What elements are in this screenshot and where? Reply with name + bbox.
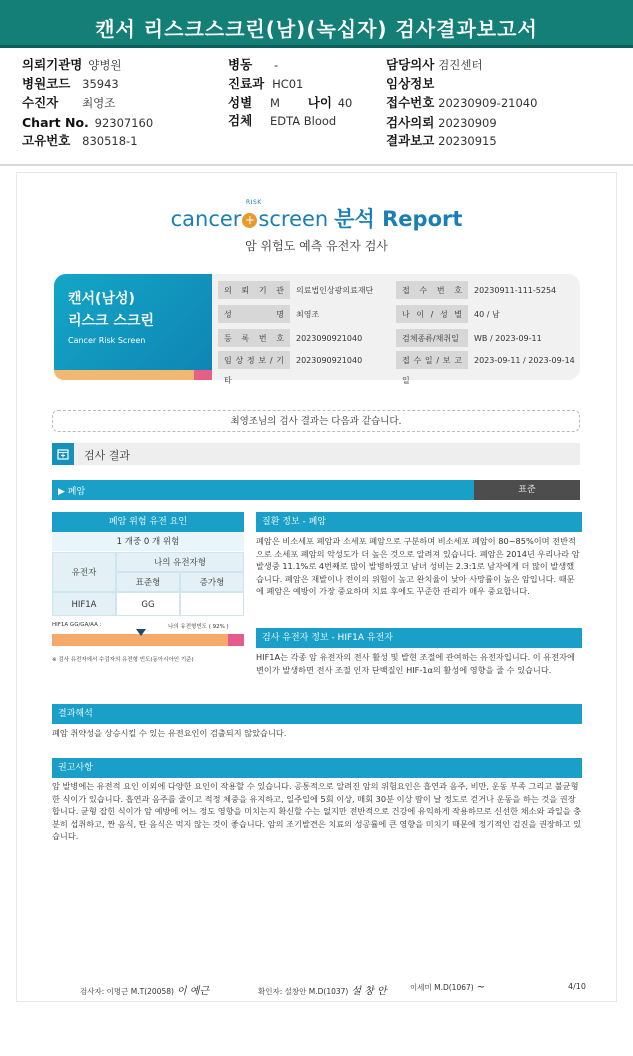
patient-value: 최영조 <box>82 96 116 110</box>
doctor2-signature <box>410 982 485 993</box>
badge-bar-pink <box>194 370 212 380</box>
report-subtitle: 암 위험도 예측 유전자 검사 <box>245 239 388 253</box>
sex-value: M <box>269 96 280 110</box>
header-divider <box>0 164 633 166</box>
card-value: 의료법인상광의료재단 <box>296 286 374 295</box>
examiner-signature <box>80 982 209 997</box>
ward-value: - <box>273 58 279 72</box>
my-genotype-header: 나의 유전자형 <box>116 552 244 572</box>
chart-value: 92307160 <box>94 116 154 130</box>
disease-info-header: 질환 정보 - 폐암 <box>256 512 582 532</box>
specimen-row <box>228 114 336 128</box>
page-number: 4/10 <box>568 982 586 991</box>
lung-cancer-bar <box>52 480 580 500</box>
specimen-value: EDTA Blood <box>269 114 337 128</box>
gene-table-title: 폐암 위험 유전 요인 <box>52 512 244 532</box>
card-label: 성 명 <box>218 305 290 325</box>
gauge-right-label: 나의 유전형빈도 ( 92% ) <box>168 624 229 630</box>
dept-value: HC01 <box>272 77 304 91</box>
gene-name-cell: HIF1A <box>52 592 116 616</box>
standard-cell: GG <box>116 592 180 616</box>
doctor-value: 검진센터 <box>438 58 483 72</box>
clinical-row <box>386 77 434 91</box>
gene-risk-count: 1 개중 0 개 위험 <box>52 532 244 552</box>
report-title: 캔서 리스크스크린(남)(녹십자) 검사결과보고서 <box>95 17 538 41</box>
request-label: 검사의뢰 <box>386 115 435 130</box>
age-label: 나이 <box>307 95 332 110</box>
badge-title-1: 캔서(남성) <box>68 291 135 307</box>
status-badge: 표준 <box>474 480 580 500</box>
receipt-row <box>386 96 537 110</box>
card-label: 등 록 번 호 <box>218 329 290 349</box>
greeting-message: 최영조님의 검사 결과는 다음과 같습니다. <box>52 410 580 432</box>
gene-info-header: 검사 유전자 정보 - HIF1A 유전자 <box>256 628 582 648</box>
badge-title-2: 리스크 스크린 <box>68 313 155 329</box>
ward-row <box>228 58 278 72</box>
gene-info-text: HIF1A는 각종 암 유전자의 전사 활성 및 발현 조절에 관여하는 유전자입니다. 이 유전자에 변이가 발생하면 전사 조절 인자 단백질인 HIF-1α의 활성에 영향을 줄 수 있습니다. <box>256 652 575 675</box>
badge-bar-orange <box>54 370 194 380</box>
receipt-label: 접수번호 <box>386 95 435 110</box>
report-value: 20230915 <box>438 134 497 148</box>
gauge-note: ※ 검사 유전자에서 수검자의 유전형 빈도(동아시아인 기준) <box>52 657 194 663</box>
confirmer-signature <box>258 982 387 997</box>
card-label: 임 상 정 보 / 기 타 <box>218 351 290 371</box>
institution-row <box>22 58 122 72</box>
gene-col-header: 유전자 <box>52 552 116 592</box>
card-value: 40 / 남 <box>474 310 500 319</box>
standard-header: 표준형 <box>116 572 180 592</box>
card-value: 2023090921040 <box>296 334 363 343</box>
institution-label: 의뢰기관명 <box>22 57 83 72</box>
dept-label: 진료과 <box>228 76 265 91</box>
card-label: 의 뢰 기 관 <box>218 281 290 301</box>
logo-report: 분석 Report <box>334 207 463 231</box>
recommendation-text: 암 발병에는 유전적 요인 이외에 다양한 요인이 작용할 수 있습니다. 공통적으로 알려진 암의 위험요인은 흡연과 음주, 비만, 운동 부족 그리고 불균형한 식이가 있습니다. 흡연과 음주를 줄이고 적정 체중을 유지하고, 일주일에 5회 이상, 매회 30분 이상 땀이 날 정도로 걷거나 운동을 하는 것을 권장합니다. 균형 잡힌 식이가 암 예방에 어느 정도 영향을 미치는지 확신할 수는 없지만 전반적으로 건강에 유익하게 작용하므로 신선한 채소와 과일을 충분히 섭취하고, 짠 음식, 탄 음식은 먹지 않는 것이 좋습니다. 암의 조기발견은 치료의 성공률에 큰 영향을 미치기 때문에 정기적인 검진을 권장하고 있습니다. <box>52 781 582 841</box>
card-value: 2023-09-11 / 2023-09-14 <box>474 356 575 365</box>
doctor2-sig: ~ <box>476 982 486 993</box>
cancer-screen-logo <box>0 199 633 233</box>
age-value: 40 <box>337 96 353 110</box>
id-row <box>22 134 138 148</box>
id-label: 고유번호 <box>22 133 71 148</box>
dept-row <box>228 77 303 91</box>
section-title: 검사 결과 <box>84 449 131 462</box>
card-value: 2023090921040 <box>296 356 363 365</box>
logo-plus-icon: + <box>242 213 257 228</box>
increased-cell <box>180 592 244 616</box>
logo-cancer: cancer <box>170 207 242 231</box>
badge-title-3: Cancer Risk Screen <box>68 336 146 345</box>
doctor2-name: 이세미 M.D(1067) <box>410 983 474 992</box>
disease-info-text: 폐암은 비소세포 폐암과 소세포 폐암으로 구분하며 비소세포 폐암이 80~85%이며 전반적으로 소세포 폐암의 악성도가 더 높은 것으로 알려져 있습니다. 폐암은 2014년 우리나라 암 발생중 11.1%로 4번째로 많이 발병하였고 남녀 성비는 2.3:1로 남자에게 더 많이 발생했습니다. 폐암은 재발이나 전이의 위험이 높고 완치율이 낮아 사망률이 높은 암입니다. 때문에 폐암은 예방이 가장 중요하며 치료 후에도 꾸준한 관리가 매우 중요합니다. <box>256 536 580 596</box>
clinical-label: 임상정보 <box>386 76 435 91</box>
chart-row <box>22 116 153 130</box>
card-label: 나 이 / 성 별 <box>396 305 468 325</box>
request-row <box>386 116 497 130</box>
card-value: 20230911-111-5254 <box>474 286 557 295</box>
hospital-code-label: 병원코드 <box>22 76 71 91</box>
receipt-value: 20230909-21040 <box>438 96 538 110</box>
ward-label: 병동 <box>228 57 253 72</box>
card-value: WB / 2023-09-11 <box>474 334 542 343</box>
id-value: 830518-1 <box>82 134 138 148</box>
interpretation-text: 폐암 취약성을 상승시킬 수 있는 유전요인이 검출되지 않았습니다. <box>52 728 287 738</box>
increased-header: 증가형 <box>180 572 244 592</box>
gauge-marker-icon <box>136 629 146 636</box>
report-title-banner <box>0 0 633 48</box>
sex-age-row <box>228 96 352 110</box>
patient-label: 수진자 <box>22 95 59 110</box>
sex-label: 성별 <box>228 95 253 110</box>
gauge-pink-segment <box>228 634 244 646</box>
logo-screen: screen <box>258 207 329 231</box>
examiner-name: 검사자: 이명근 M.T(20058) <box>80 987 174 996</box>
report-label: 결과보고 <box>386 133 435 148</box>
logo-risk: RISK <box>246 199 262 206</box>
document-icon <box>52 443 74 465</box>
doctor-label: 담당의사 <box>386 57 435 72</box>
specimen-label: 검체 <box>228 113 253 128</box>
card-value: 최영조 <box>296 310 320 319</box>
lung-cancer-title: ▶ 폐암 <box>58 487 86 497</box>
section-header <box>52 443 580 465</box>
card-label: 접 수 일 / 보 고 일 <box>396 351 468 371</box>
recommendation-header: 권고사항 <box>52 758 582 778</box>
confirmer-name: 확인자: 설창안 M.D(1037) <box>258 987 349 996</box>
confirmer-sig: 설 창 안 <box>351 986 387 997</box>
chart-label: Chart No. <box>22 115 89 130</box>
hospital-code-row <box>22 77 119 91</box>
frequency-gauge <box>52 634 244 646</box>
request-value: 20230909 <box>438 116 497 130</box>
interpretation-header: 결과해석 <box>52 704 582 724</box>
card-label: 검체종류/채취일 <box>396 329 468 349</box>
info-card-badge <box>54 274 212 380</box>
patient-row <box>22 96 115 110</box>
card-label: 접 수 번 호 <box>396 281 468 301</box>
gauge-left-label: HIF1A GG/GA/AA : <box>52 622 102 628</box>
doctor-row <box>386 58 483 72</box>
institution-value: 양병원 <box>88 58 122 72</box>
examiner-sig: 이 예근 <box>176 986 210 997</box>
report-row <box>386 134 497 148</box>
hospital-code-value: 35943 <box>82 77 119 91</box>
